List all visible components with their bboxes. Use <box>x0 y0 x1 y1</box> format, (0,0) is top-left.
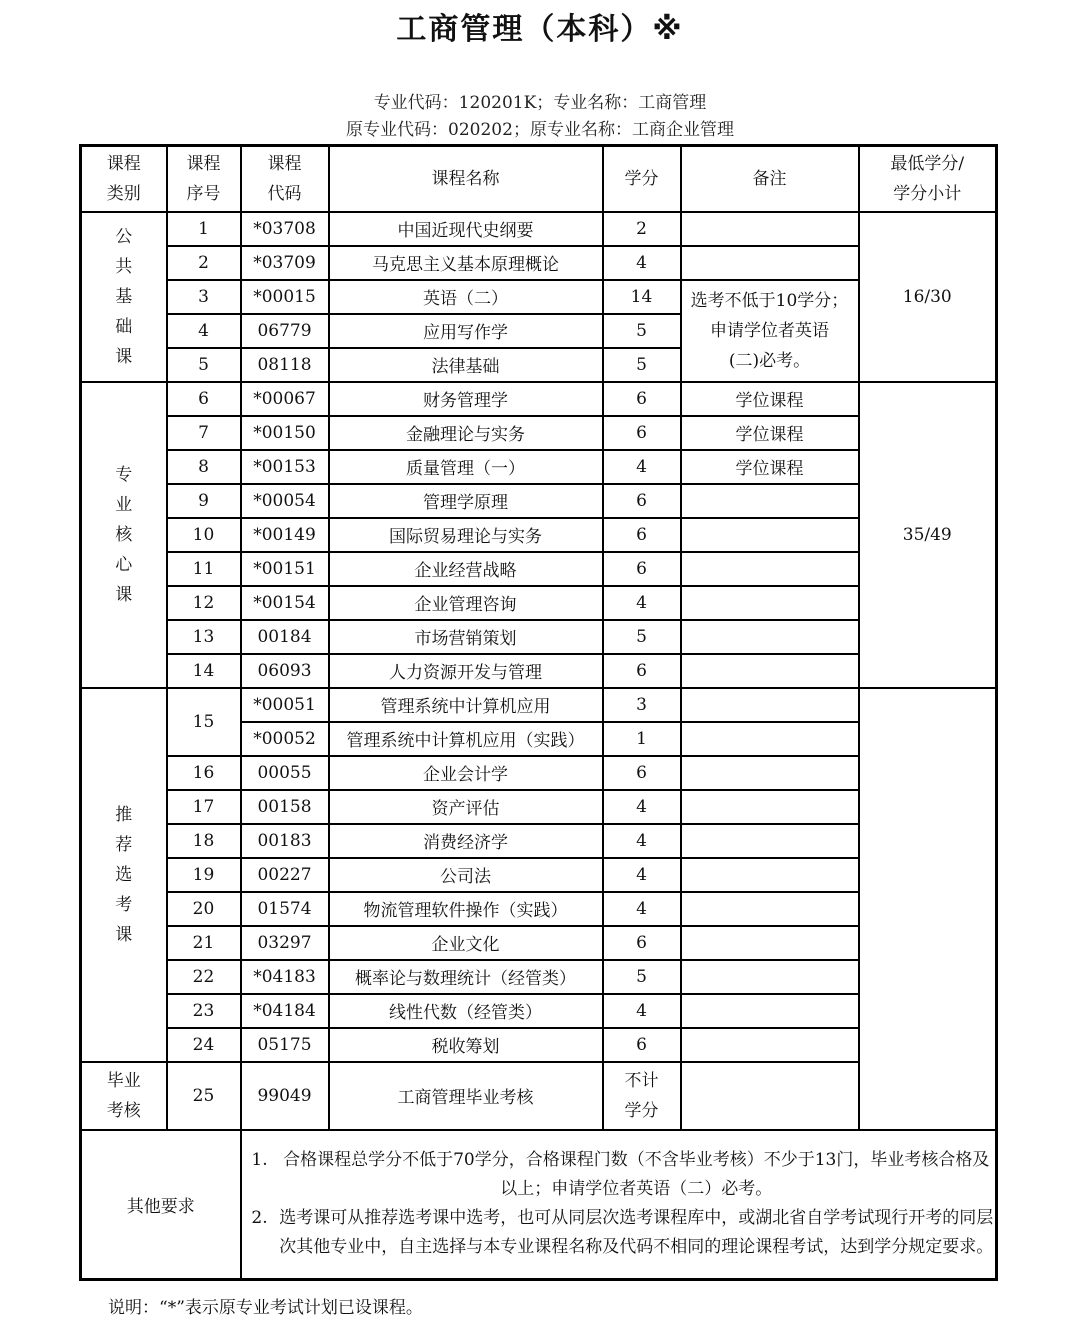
page-title: 工商管理（本科）※ <box>396 12 684 47</box>
row-name: 管理系统中计算机应用（实践） <box>329 722 603 756</box>
row-name: 税收筹划 <box>329 1028 603 1062</box>
row-seq: 15 <box>167 688 241 756</box>
row-remark <box>681 212 859 246</box>
row-seq: 20 <box>167 892 241 926</box>
row-remark <box>681 994 859 1028</box>
row-seq: 8 <box>167 450 241 484</box>
header-credit: 学分 <box>603 146 681 212</box>
row-credit: 5 <box>603 620 681 654</box>
row-code: 03297 <box>241 926 329 960</box>
row-seq: 1 <box>167 212 241 246</box>
row-seq: 17 <box>167 790 241 824</box>
row-seq: 12 <box>167 586 241 620</box>
row-credit: 4 <box>603 994 681 1028</box>
row-credit: 14 <box>603 280 681 314</box>
row-seq: 5 <box>167 348 241 382</box>
row-name: 消费经济学 <box>329 824 603 858</box>
row-code: *00054 <box>241 484 329 518</box>
row-code: 00055 <box>241 756 329 790</box>
row-credit: 4 <box>603 586 681 620</box>
row-name: 概率论与数理统计（经管类） <box>329 960 603 994</box>
row-name: 企业经营战略 <box>329 552 603 586</box>
row-name: 财务管理学 <box>329 382 603 416</box>
row-credit: 4 <box>603 858 681 892</box>
row-code: 08118 <box>241 348 329 382</box>
row-seq: 24 <box>167 1028 241 1062</box>
row-code: 00227 <box>241 858 329 892</box>
category-graduation: 毕业 考核 <box>81 1062 167 1130</box>
row-credit: 5 <box>603 348 681 382</box>
row-credit: 6 <box>603 654 681 688</box>
row-code: *00149 <box>241 518 329 552</box>
row-name: 线性代数（经管类） <box>329 994 603 1028</box>
row-name: 企业文化 <box>329 926 603 960</box>
row-seq: 23 <box>167 994 241 1028</box>
row-remark: 学位课程 <box>681 382 859 416</box>
row-code: *04183 <box>241 960 329 994</box>
row-credit: 4 <box>603 892 681 926</box>
row-seq: 25 <box>167 1062 241 1130</box>
other-requirements-content <box>241 1130 997 1280</box>
row-credit: 6 <box>603 484 681 518</box>
row-remark <box>681 926 859 960</box>
row-seq: 6 <box>167 382 241 416</box>
row-code: *00154 <box>241 586 329 620</box>
row-remark <box>681 858 859 892</box>
row-remark <box>681 484 859 518</box>
row-code: 01574 <box>241 892 329 926</box>
row-name: 管理学原理 <box>329 484 603 518</box>
row-code: 00184 <box>241 620 329 654</box>
row-credit: 6 <box>603 1028 681 1062</box>
row-code: 00158 <box>241 790 329 824</box>
row-code: 06779 <box>241 314 329 348</box>
row-remark <box>681 1028 859 1062</box>
row-name: 工商管理毕业考核 <box>329 1062 603 1130</box>
row-credit: 2 <box>603 212 681 246</box>
category-elective: 推 荐 选 考 课 <box>81 688 167 1062</box>
row-seq: 22 <box>167 960 241 994</box>
elective-min-credit <box>859 688 997 1130</box>
row-name: 物流管理软件操作（实践） <box>329 892 603 926</box>
row-credit: 6 <box>603 552 681 586</box>
row-name: 马克思主义基本原理概论 <box>329 246 603 280</box>
row-code: *00151 <box>241 552 329 586</box>
original-major-line: 原专业代码：020202；原专业名称：工商企业管理 <box>346 120 734 140</box>
row-remark <box>681 654 859 688</box>
row-remark <box>681 518 859 552</box>
row-name: 应用写作学 <box>329 314 603 348</box>
row-remark <box>681 892 859 926</box>
header-code: 课程 代码 <box>241 146 329 212</box>
row-name: 国际贸易理论与实务 <box>329 518 603 552</box>
row-credit: 6 <box>603 518 681 552</box>
requirement-item: 2. 选考课可从推荐选考课中选考，也可从同层次选考课程库中，或湖北省自学考试现行开考的同层次其他专业中，自主选择与本专业课程名称及代码不相同的理论课程考试，达到学分规定要求。 <box>251 1208 994 1258</box>
public-remark: 选考不低于10学分； 申请学位者英语 (二)必考。 <box>681 280 859 382</box>
row-code: 05175 <box>241 1028 329 1062</box>
row-credit: 4 <box>603 790 681 824</box>
row-credit: 6 <box>603 926 681 960</box>
row-seq: 14 <box>167 654 241 688</box>
row-name: 人力资源开发与管理 <box>329 654 603 688</box>
row-remark <box>681 552 859 586</box>
row-seq: 3 <box>167 280 241 314</box>
row-credit: 6 <box>603 382 681 416</box>
row-seq: 18 <box>167 824 241 858</box>
footnote: 说明：“*”表示原专业考试计划已设课程。 <box>108 1298 423 1318</box>
row-code: 06093 <box>241 654 329 688</box>
row-code: *00150 <box>241 416 329 450</box>
course-plan-table <box>79 144 998 1281</box>
row-credit: 5 <box>603 314 681 348</box>
row-code: *03709 <box>241 246 329 280</box>
row-seq: 2 <box>167 246 241 280</box>
row-credit: 4 <box>603 246 681 280</box>
row-name: 管理系统中计算机应用 <box>329 688 603 722</box>
requirement-item: 1. 合格课程总学分不低于70学分，合格课程门数（不含毕业考核）不少于13门，毕业考核合格及以上；申请学位者英语（二）必考。 <box>251 1150 990 1200</box>
major-code-line: 专业代码：120201K；专业名称：工商管理 <box>373 93 707 113</box>
row-code: *03708 <box>241 212 329 246</box>
header-seq: 课程 序号 <box>167 146 241 212</box>
row-name: 中国近现代史纲要 <box>329 212 603 246</box>
row-name: 英语（二） <box>329 280 603 314</box>
header-name: 课程名称 <box>329 146 603 212</box>
row-seq: 7 <box>167 416 241 450</box>
row-remark <box>681 790 859 824</box>
row-seq: 10 <box>167 518 241 552</box>
row-credit: 不计 学分 <box>603 1062 681 1130</box>
row-name: 金融理论与实务 <box>329 416 603 450</box>
row-credit: 6 <box>603 416 681 450</box>
row-credit: 3 <box>603 688 681 722</box>
row-name: 质量管理（一） <box>329 450 603 484</box>
row-remark <box>681 756 859 790</box>
row-code: *04184 <box>241 994 329 1028</box>
header-row <box>81 146 997 212</box>
row-remark <box>681 246 859 280</box>
row-code: 99049 <box>241 1062 329 1130</box>
row-name: 企业管理咨询 <box>329 586 603 620</box>
header-remark: 备注 <box>681 146 859 212</box>
row-seq: 21 <box>167 926 241 960</box>
row-seq: 19 <box>167 858 241 892</box>
row-name: 市场营销策划 <box>329 620 603 654</box>
row-remark <box>681 620 859 654</box>
table-row <box>81 382 997 416</box>
table-row <box>81 688 997 722</box>
row-remark <box>681 722 859 756</box>
row-seq: 9 <box>167 484 241 518</box>
row-seq: 16 <box>167 756 241 790</box>
row-credit: 1 <box>603 722 681 756</box>
row-seq: 4 <box>167 314 241 348</box>
other-requirements-row <box>81 1130 997 1280</box>
other-requirements-label: 其他要求 <box>81 1130 241 1280</box>
row-remark <box>681 688 859 722</box>
row-credit: 4 <box>603 824 681 858</box>
row-credit: 6 <box>603 756 681 790</box>
header-category: 课程 类别 <box>81 146 167 212</box>
row-name: 资产评估 <box>329 790 603 824</box>
header-min-credit: 最低学分/ 学分小计 <box>859 146 997 212</box>
row-seq: 13 <box>167 620 241 654</box>
category-public: 公 共 基 础 课 <box>81 212 167 382</box>
row-remark <box>681 824 859 858</box>
category-core: 专 业 核 心 课 <box>81 382 167 688</box>
row-remark <box>681 586 859 620</box>
row-remark: 学位课程 <box>681 416 859 450</box>
row-remark <box>681 1062 859 1130</box>
row-code: *00051 <box>241 688 329 722</box>
table-row <box>81 212 997 246</box>
row-code: *00067 <box>241 382 329 416</box>
row-code: 00183 <box>241 824 329 858</box>
row-remark <box>681 960 859 994</box>
row-name: 法律基础 <box>329 348 603 382</box>
row-credit: 5 <box>603 960 681 994</box>
row-seq: 11 <box>167 552 241 586</box>
row-credit: 4 <box>603 450 681 484</box>
row-code: *00015 <box>241 280 329 314</box>
row-name: 企业会计学 <box>329 756 603 790</box>
core-min-credit: 35/49 <box>859 382 997 688</box>
public-min-credit: 16/30 <box>859 212 997 382</box>
row-code: *00052 <box>241 722 329 756</box>
row-name: 公司法 <box>329 858 603 892</box>
row-code: *00153 <box>241 450 329 484</box>
row-remark: 学位课程 <box>681 450 859 484</box>
